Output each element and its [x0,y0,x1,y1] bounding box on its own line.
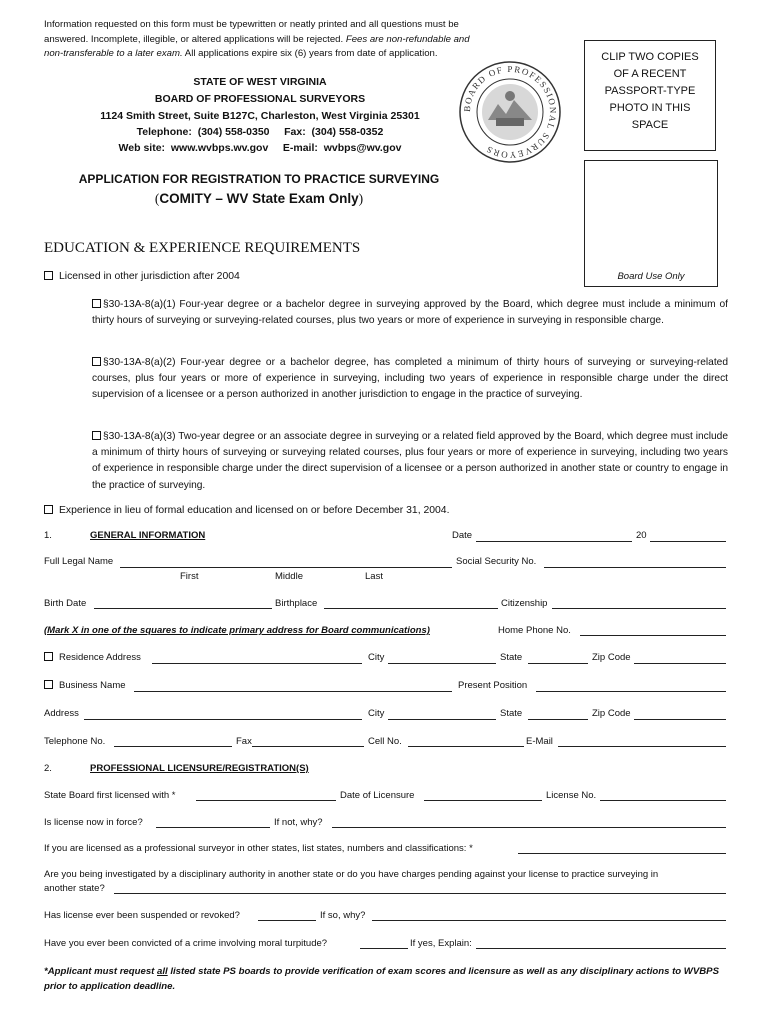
application-subtitle: (COMITY – WV State Exam Only) [154,191,364,206]
birthplace-label: Birthplace [275,598,318,609]
if-so-field[interactable] [372,920,726,921]
header-address: 1124 Smith Street, Suite B127C, Charleston, West Virginia 25301 [100,110,420,122]
ssn-field[interactable] [544,567,726,568]
option-a2[interactable]: §30-13A-8(a)(2) Four-year degree or a bachelor degree, has completed a minimum of thirty hours of surveying or surveying-related courses, plus four years or more of experience in surveying, including two years of experience in responsible charge under the direct supervision of a licensee or a person authorized in another jurisdiction to engage in the practice of surveying. [92,357,728,401]
residence-zip-field[interactable] [634,663,726,664]
board-seal-icon [458,60,562,164]
year-label: 20 [636,530,647,541]
fax-field[interactable] [252,746,364,747]
state-label: State [500,708,523,719]
instructions-line: answered. Incomplete, illegible, or altered applications will be rejected. Fees are non-refundable and [44,33,470,45]
checkbox[interactable] [92,431,101,440]
checkbox[interactable] [92,357,101,366]
investigated-label-cont: another state? [44,883,105,894]
option-experience-lieu[interactable]: Experience in lieu of formal education and licensed on or before December 31, 2004. [44,503,449,519]
business-name-label[interactable]: Business Name [44,680,126,691]
if-yes-label: If yes, Explain: [410,938,472,949]
birthplace-field[interactable] [324,608,498,609]
business-zip-field[interactable] [634,719,726,720]
if-not-label: If not, why? [274,817,323,828]
birth-date-field[interactable] [94,608,272,609]
zip-label: Zip Code [592,652,631,663]
business-city-field[interactable] [388,719,496,720]
telephone-field[interactable] [114,746,232,747]
primary-address-note: (Mark X in one of the squares to indicate primary address for Board communications) [44,625,430,636]
middle-label: Middle [275,571,303,582]
residence-city-field[interactable] [388,663,496,664]
business-name-field[interactable] [134,691,452,692]
email-field[interactable] [558,746,726,747]
board-use-label: Board Use Only [617,271,685,282]
checkbox[interactable] [44,680,53,689]
section1-title: GENERAL INFORMATION [90,530,206,541]
in-force-label: Is license now in force? [44,817,143,828]
zip-label: Zip Code [592,708,631,719]
full-name-field[interactable] [120,567,452,568]
state-label: State [500,652,523,663]
birth-date-label: Birth Date [44,598,87,609]
citizenship-label: Citizenship [501,598,548,609]
license-no-field[interactable] [600,800,726,801]
state-board-field[interactable] [196,800,336,801]
last-label: Last [365,571,383,582]
svg-text:BOARD OF PROFESSIONAL SURVEYOR: BOARD OF PROFESSIONAL SURVEYORS [461,63,559,161]
residence-state-field[interactable] [528,663,588,664]
other-states-field[interactable] [518,853,726,854]
present-position-field[interactable] [536,691,726,692]
residence-address-field[interactable] [152,663,362,664]
education-heading: EDUCATION & EXPERIENCE REQUIREMENTS [44,240,361,256]
checkbox[interactable] [44,271,53,280]
year-field[interactable] [650,541,726,542]
checkbox[interactable] [44,652,53,661]
business-address-field[interactable] [84,719,362,720]
instructions-line: non-transferable to a later exam. All applications expire six (6) years from date of application. [44,48,438,59]
header-phones: Telephone: (304) 558-0350 Fax: (304) 558-0352 [136,126,384,138]
option-a1[interactable]: §30-13A-8(a)(1) Four-year degree or a bachelor degree in surveying approved by the Board, which degree must include a minimum of thirty hours of surveying or surveying-related courses, plus two years or more of experience in surveying in responsible charge. [92,299,728,327]
suspended-label: Has license ever been suspended or revoked? [44,910,240,921]
convicted-field[interactable] [360,948,408,949]
date-licensure-field[interactable] [424,800,542,801]
residence-address-label[interactable]: Residence Address [44,652,141,663]
other-states-label: If you are licensed as a professional surveyor in other states, list states, numbers and classifications: * [44,843,473,854]
first-label: First [180,571,199,582]
fax-label: Fax [236,736,252,747]
footnote: *Applicant must request all listed state PS boards to provide verification of exam scores and licensure as well as any disciplinary actions to WVBPS prior to application deadline. [44,966,719,992]
in-force-field[interactable] [156,827,270,828]
photo-instructions-box: CLIP TWO COPIES OF A RECENT PASSPORT-TYPE PHOTO IN THIS SPACE [584,40,716,151]
license-no-label: License No. [546,790,597,801]
city-label: City [368,652,385,663]
date-licensure-label: Date of Licensure [340,790,415,801]
if-yes-field[interactable] [476,948,726,949]
photo-box[interactable] [584,160,718,287]
application-title: APPLICATION FOR REGISTRATION TO PRACTICE SURVEYING [78,172,440,186]
investigated-field[interactable] [114,893,726,894]
email-label: E-Mail [526,736,553,747]
ssn-label: Social Security No. [456,556,537,567]
address-label: Address [44,708,79,719]
city-label: City [368,708,385,719]
home-phone-label: Home Phone No. [498,625,571,636]
section2-title: PROFESSIONAL LICENSURE/REGISTRATION(S) [90,763,309,774]
citizenship-field[interactable] [552,608,726,609]
investigated-label: Are you being investigated by a disciplinary authority in another state or do you have charges pending against your license to practice surveying in [44,869,659,880]
header-board: BOARD OF PROFESSIONAL SURVEYORS [154,93,366,105]
business-state-field[interactable] [528,719,588,720]
full-name-label: Full Legal Name [44,556,114,567]
instructions-line: Information requested on this form must be typewritten or neatly printed and all questions must be [44,19,459,30]
option-a3[interactable]: §30-13A-8(a)(3) Two-year degree or an associate degree in surveying or a related field approved by the Board, which degree must include a minimum of thirty hours of surveying or surveying related courses, plus four years or more of experience in surveying, including two years of experience in responsible charge under the direct supervision of a licensee or a person authorized in another state or country to engage in the practice of surveying. [92,431,728,491]
date-label: Date [452,530,473,541]
header-state: STATE OF WEST VIRGINIA [193,76,327,88]
checkbox[interactable] [44,505,53,514]
header-web: Web site: www.wvbps.wv.gov E-mail: wvbps@wv.gov [118,142,402,154]
cell-label: Cell No. [368,736,402,747]
cell-field[interactable] [408,746,524,747]
option-licensed-after-2004[interactable]: Licensed in other jurisdiction after 2004 [44,269,240,285]
present-position-label: Present Position [458,680,528,691]
state-board-label: State Board first licensed with * [44,790,176,801]
if-so-label: If so, why? [320,910,366,921]
telephone-label: Telephone No. [44,736,106,747]
section1-number: 1. [44,530,52,541]
home-phone-field[interactable] [580,635,726,636]
checkbox[interactable] [92,299,101,308]
if-not-field[interactable] [332,827,726,828]
section2-number: 2. [44,763,52,774]
convicted-label: Have you ever been convicted of a crime involving moral turpitude? [44,938,328,949]
suspended-field[interactable] [258,920,316,921]
instructions [44,18,524,62]
date-field[interactable] [476,541,632,542]
